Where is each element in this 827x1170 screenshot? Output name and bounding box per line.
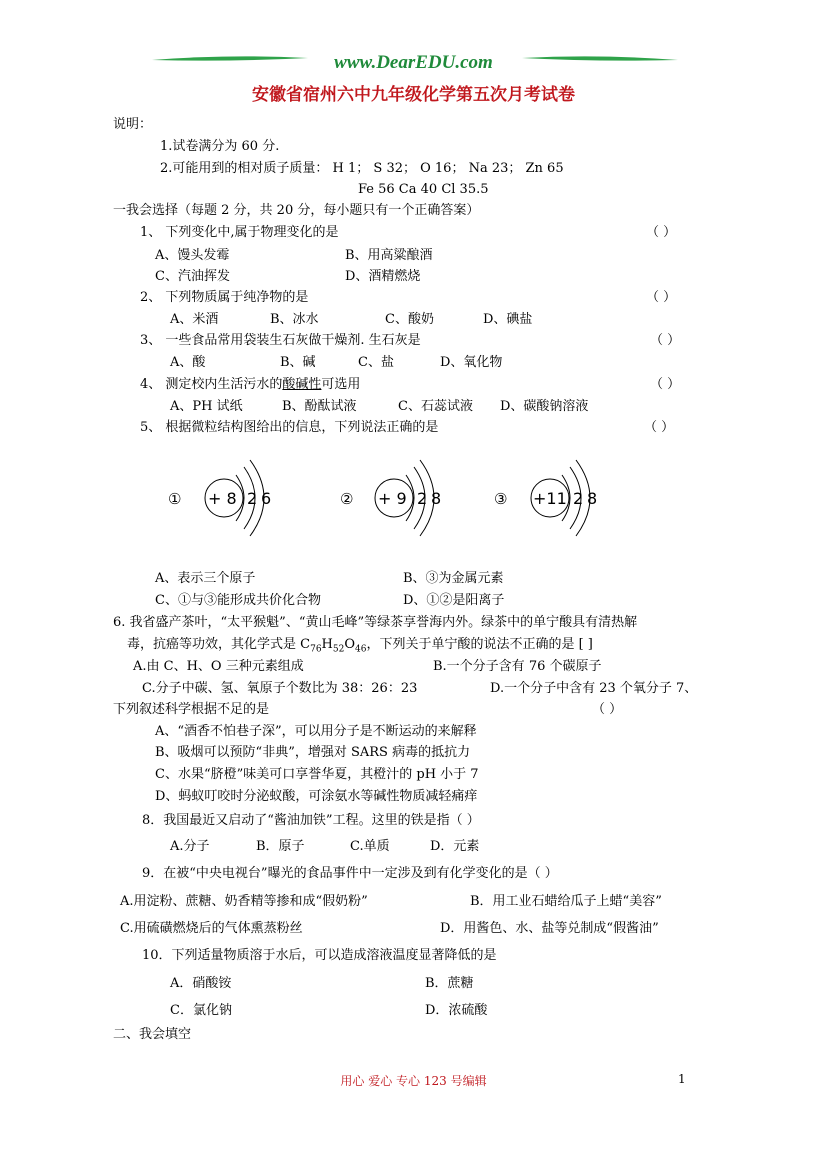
q2-option-d: D、碘盐: [483, 312, 533, 327]
q8-option-a: A.分子: [170, 839, 210, 854]
q7-stem: 下列叙述科学根据不足的是: [113, 702, 270, 717]
atom-structure-diagrams: [150, 455, 630, 545]
q4-option-b: B、酚酞试液: [282, 399, 357, 414]
atom-2-shell-1-electrons: 2: [417, 489, 428, 508]
q2-answer-paren: （ ）: [646, 290, 677, 305]
q6-formula-sub-c: 76: [310, 644, 322, 655]
atom-1-shell-1-electrons: 2: [247, 489, 258, 508]
section-2-heading: 二、我会填空: [113, 1027, 192, 1042]
q8-option-b: B．原子: [256, 839, 305, 854]
q6-formula-sub-h: 52: [332, 644, 345, 655]
q6-stem-line-2: [127, 636, 593, 659]
q5-option-d: D、①②是阳离子: [403, 593, 505, 608]
q3-option-b: B、碱: [280, 355, 316, 370]
atom-diagram-2: [340, 460, 441, 536]
q7-option-b: B、吸烟可以预防“非典”，增强对 SARS 病毒的抵抗力: [155, 745, 471, 760]
q5-stem: 5、 根据微粒结构图给出的信息，下列说法正确的是: [140, 420, 439, 435]
q2-option-b: B、冰水: [270, 312, 319, 327]
q1-stem: 1、 下列变化中,属于物理变化的是: [140, 225, 339, 240]
q3-stem: 3、 一些食品常用袋装生石灰做干燥剂. 生石灰是: [140, 333, 421, 348]
q3-option-c: C、盐: [358, 355, 394, 370]
q3-option-a: A、酸: [170, 355, 206, 370]
q10-option-b: B．蔗糖: [425, 976, 474, 991]
q5-option-b: B、③为金属元素: [403, 571, 504, 586]
atom-2-shell-2-electrons: 8: [431, 489, 442, 508]
q10-stem: 10．下列适量物质溶于水后，可以造成溶液温度显著降低的是: [142, 948, 497, 963]
site-watermark: www.DearEDU.com: [334, 52, 493, 73]
atom-3-label: ③: [494, 490, 508, 508]
atom-3-nucleus-charge: +11: [533, 489, 567, 508]
note-2: 2.可能用到的相对质子质量： H 1； S 32； O 16； Na 23； Zn 65: [160, 161, 564, 176]
q9-stem: 9．在被“中央电视台”曝光的食品事件中一定涉及到有化学变化的是（ ）: [142, 866, 558, 881]
q8-option-d: D．元素: [430, 839, 480, 854]
q3-answer-paren: （ ）: [650, 333, 681, 348]
q8-stem: 8．我国最近又启动了“酱油加铁”工程。这里的铁是指（ ）: [142, 813, 480, 828]
q4-option-c: C、石蕊试液: [398, 399, 473, 414]
q7-answer-paren: （ ）: [592, 702, 623, 717]
atom-1-label: ①: [168, 490, 182, 508]
q9-option-a: A.用淀粉、蔗糖、奶香精等掺和成“假奶粉”: [120, 894, 368, 909]
q4-stem-suffix: 可选用: [321, 377, 361, 392]
q6-stem-line-2-suffix: ，下列关于单宁酸的说法不正确的是 [ ]: [366, 637, 593, 652]
q9-option-d: D．用酱色、水、盐等兑制成“假酱油”: [440, 921, 659, 936]
note-3: Fe 56 Ca 40 Cl 35.5: [358, 182, 489, 197]
q6-formula-o: O: [344, 637, 356, 652]
atom-diagram-3: [494, 460, 597, 536]
q8-option-c: C.单质: [350, 839, 390, 854]
q7-option-c: C、水果“脐橙”味美可口享誉华夏，其橙汁的 pH 小于 7: [155, 767, 479, 782]
atom-2-nucleus-charge: + 9: [378, 489, 407, 508]
q5-answer-paren: （ ）: [644, 420, 675, 435]
atom-diagram-1: [168, 460, 271, 536]
q4-option-a: A、PH 试纸: [170, 399, 243, 414]
q1-option-c: C、汽油挥发: [155, 269, 230, 284]
page-footer: 用心 爱心 专心 123 号编辑: [340, 1074, 487, 1088]
q7-option-d: D、蚂蚁叮咬时分泌蚁酸，可涂氨水等碱性物质减轻痛痒: [155, 789, 478, 804]
page-title: 安徽省宿州六中九年级化学第五次月考试卷: [252, 85, 575, 105]
q6-option-b: B.一个分子含有 76 个碳原子: [433, 659, 602, 674]
q10-option-c: C．氯化钠: [170, 1003, 232, 1018]
q4-stem-prefix: 4、 测定校内生活污水的: [140, 377, 283, 392]
page-number: 1: [678, 1072, 686, 1086]
q9-option-c: C.用硫磺燃烧后的气体熏蒸粉丝: [120, 921, 303, 936]
q1-option-d: D、酒精燃烧: [345, 269, 421, 284]
atom-1-shell-2-electrons: 6: [261, 489, 272, 508]
q10-option-a: A．硝酸铵: [170, 976, 232, 991]
note-1: 1.试卷满分为 60 分.: [160, 139, 280, 154]
q4-option-d: D、碳酸钠溶液: [500, 399, 589, 414]
q5-option-c: C、①与③能形成共价化合物: [155, 593, 321, 608]
q7-option-a: A、“酒香不怕巷子深”，可以用分子是不断运动的来解释: [155, 724, 477, 739]
q1-answer-paren: （ ）: [646, 225, 677, 240]
q1-option-b: B、用高粱酿酒: [345, 248, 433, 263]
q6-stem-line-2-prefix: 毒，抗癌等功效，其化学式是 C: [127, 637, 311, 652]
q6-option-c: C.分子中碳、氢、氧原子个数比为 38：26：23: [142, 681, 418, 696]
q2-option-c: C、酸奶: [385, 312, 434, 327]
section-1-heading: 一我会选择（每题 2 分，共 20 分，每小题只有一个正确答案）: [113, 203, 480, 218]
q2-stem: 2、 下列物质属于纯净物的是: [140, 290, 309, 305]
q6-stem-line-1: 6. 我省盛产茶叶，“太平猴魁”、“黄山毛峰”等绿茶享誉海内外。绿茶中的单宁酸具有清热解: [113, 615, 638, 630]
q6-formula-h: H: [321, 637, 333, 652]
q6-formula-sub-o: 46: [355, 644, 367, 655]
q9-option-b: B．用工业石蜡给瓜子上蜡“美容”: [470, 894, 662, 909]
q4-stem: [140, 376, 360, 394]
q6-option-d: D.一个分子中含有 23 个氧分子 7、: [490, 681, 698, 696]
notes-label: 说明：: [113, 117, 153, 132]
atom-2-label: ②: [340, 490, 354, 508]
atom-1-nucleus-charge: + 8: [208, 489, 237, 508]
atom-3-shell-2-electrons: 8: [587, 489, 598, 508]
q10-option-d: D．浓硫酸: [425, 1003, 488, 1018]
q3-option-d: D、氧化物: [440, 355, 503, 370]
q1-option-a: A、馒头发霉: [155, 248, 230, 263]
atom-3-shell-1-electrons: 2: [573, 489, 584, 508]
q4-answer-paren: （ ）: [650, 377, 681, 392]
q6-option-a: A.由 C、H、O 三种元素组成: [133, 659, 304, 674]
q5-option-a: A、表示三个原子: [155, 571, 256, 586]
q4-stem-underlined: 酸碱性: [282, 377, 322, 392]
q2-option-a: A、米酒: [170, 312, 219, 327]
